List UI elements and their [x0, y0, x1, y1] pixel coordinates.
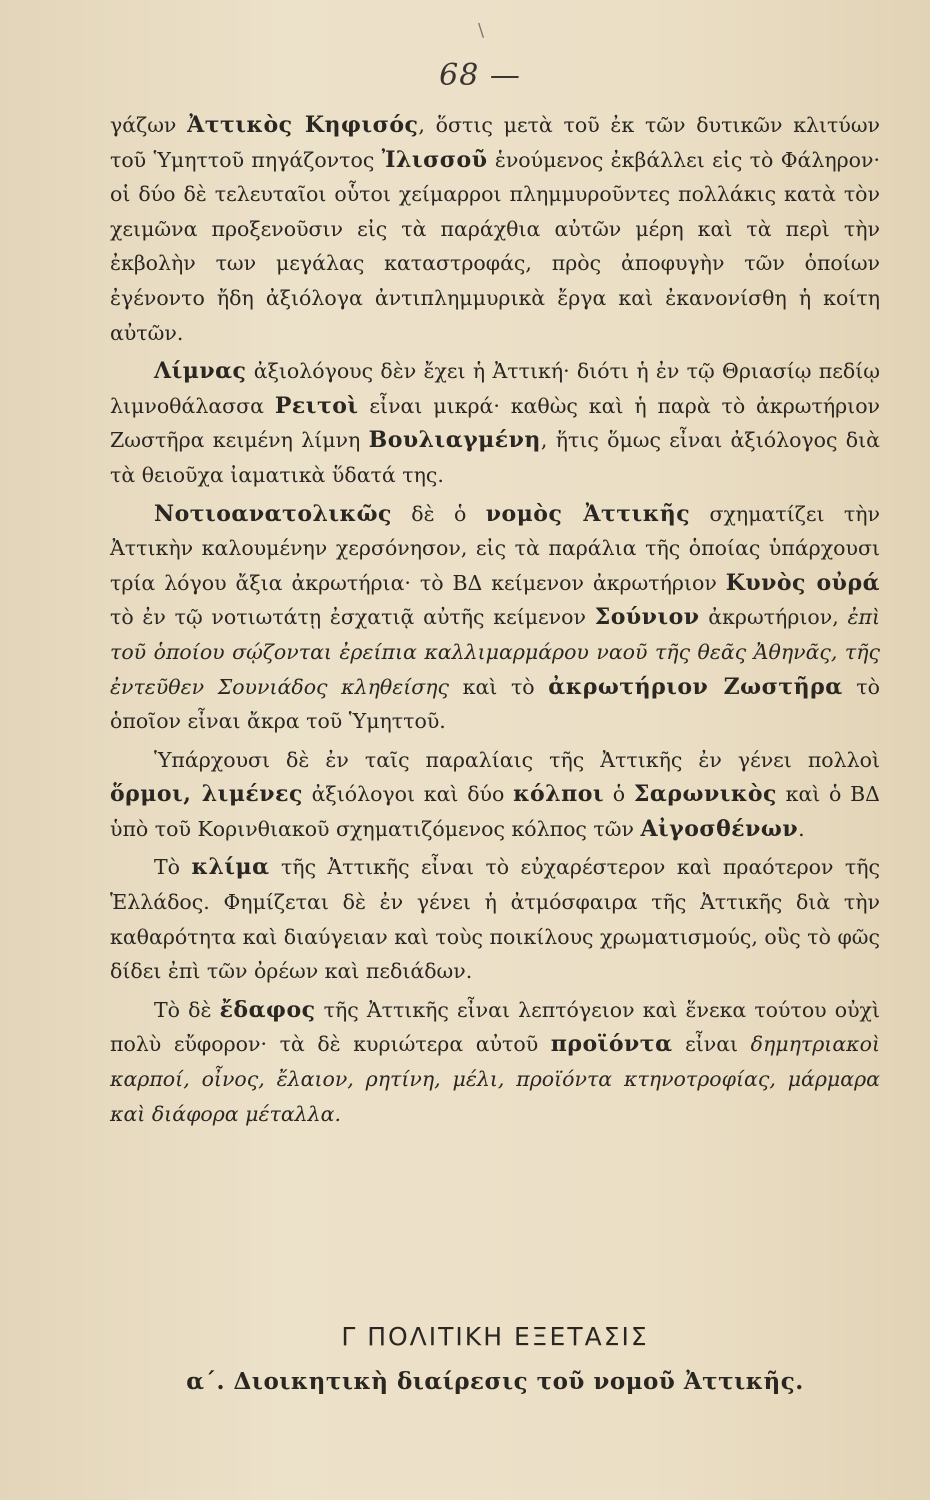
paragraph-capes — [110, 497, 880, 739]
text-run: ὁ — [604, 782, 634, 807]
paragraph-kifisos — [110, 108, 880, 350]
subheading: α΄. Διοικητικὴ διαίρεσις τοῦ νομοῦ Ἀττικῆς. — [186, 1368, 804, 1395]
keyword-southeast: Νοτιοανατολικῶς — [154, 500, 392, 527]
paragraph-lakes — [110, 354, 880, 492]
text-run: τὸ ὁποῖον εἶναι ἄκρα τοῦ Ὑμηττοῦ. — [110, 674, 880, 734]
keyword-vouliagmeni: Βουλιαγμένη — [368, 427, 541, 454]
text-run: Τὸ — [154, 855, 192, 880]
text-run: τῆς Ἀττικῆς εἶναι λεπτόγειον καὶ ἕνεκα τούτου οὐχὶ πολὺ εὔφορον· τὰ δὲ κυριώτερα αὐτοῦ — [110, 997, 880, 1057]
text-run: Ὑπάρχουσι δὲ ἐν ταῖς παραλίαις τῆς Ἀττικῆς ἐν γένει πολλοὶ — [154, 747, 880, 772]
keyword-attica-prefecture: νομὸς Ἀττικῆς — [485, 500, 691, 527]
text-run: ἀκρωτήριον, — [699, 605, 848, 630]
keyword-ilissos: Ἰλισσοῦ — [381, 146, 488, 173]
text-run: καὶ τὸ — [449, 674, 549, 699]
text-run: καὶ ὁ ΒΔ ὑπὸ τοῦ Κορινθιακοῦ σχηματιζόμενος κόλπος τῶν — [110, 782, 880, 841]
keyword-sounion: Σούνιον — [594, 604, 700, 631]
section-heading: Γ ΠΟΛΙΤΙΚΗ ΕΞΕΤΑΣΙΣ — [341, 1322, 649, 1351]
text-run: σχηματίζει τὴν Ἀττικὴν καλουμένην χερσόνησον, εἰς τὰ παράλια τῆς ὁποίας ὑπάρχουσι τρία λόγου ἄξια ἀκρωτήρια· τὸ ΒΔ κείμενον ἀκρωτήριον — [110, 501, 880, 595]
text-run: εἶναι μικρά· καθὼς καὶ ἡ παρὰ τὸ ἀκρωτήριον Ζωστῆρα κειμένη λίμνη — [110, 393, 880, 453]
keyword-zostir: ἀκρωτήριον Ζωστῆρα — [548, 673, 843, 700]
keyword-lakes: Λίμνας — [154, 358, 247, 385]
text-run: εἶναι — [672, 1032, 751, 1057]
italic-run: ἐπὶ τοῦ ὁποίου σῴζονται ἐρείπια καλλιμαρμάρου ναοῦ τῆς θεᾶς Ἀθηνᾶς, τῆς ἐντεῦθεν Σουνιάδος κληθείσης — [110, 605, 880, 699]
keyword-gulfs: κόλποι — [513, 781, 605, 808]
text-run: ἑνούμενος ἐκβάλλει εἰς τὸ Φάληρον· οἱ δύο δὲ τελευταῖοι οὗτοι χείμαρροι πλημμυροῦντες πολλάκις κατὰ τὸν χειμῶνα προξενοῦσιν εἰς τὰ παράχθια αὐτῶν μέρη καὶ τὰ περὶ τὴν ἐκβολὴν των μεγάλας καταστροφάς, πρὸς ἀποφυγὴν τῶν ὁποίων ἐγένοντο ἤδη ἀξιόλογα ἀντιπλημμυρικὰ ἔργα καὶ ἐκανονίσθη ἡ κοίτη αὐτῶν. — [110, 147, 880, 345]
italic-run: δημητριακοὶ καρποί, οἶνος, ἔλαιον, ρητίνη, μέλι, προϊόντα κτηνοτροφίας, μάρμαρα καὶ διάφορα μέταλλα. — [110, 1032, 880, 1126]
keyword-climate: κλίμα — [191, 854, 270, 881]
keyword-products: προϊόντα — [550, 1031, 673, 1058]
text-run: , ὅστις μετὰ τοῦ ἐκ τῶν δυτικῶν κλιτύων τοῦ Ὑμηττοῦ πηγάζοντος — [110, 113, 881, 172]
page-body — [110, 108, 880, 1135]
keyword-saronic: Σαρωνικὸς — [633, 781, 777, 808]
text-run: τὸ ἐν τῷ νοτιωτάτῃ ἐσχατιᾷ αὐτῆς κείμενον — [110, 605, 595, 630]
keyword-aigosthena: Αἰγοσθένων — [640, 815, 799, 842]
tick-mark: \ — [478, 20, 485, 41]
text-run: Τὸ δὲ — [154, 997, 220, 1022]
keyword-kynos-oura: Κυνὸς οὐρά — [725, 569, 880, 596]
text-run: ἀξιόλογοι καὶ δύο — [302, 782, 514, 807]
keyword-harbours: ὅρμοι, λιμένες — [110, 781, 303, 808]
text-run: γάζων — [110, 113, 188, 137]
text-run: τῆς Ἀττικῆς εἶναι τὸ εὐχαρέστερον καὶ πραότερον τῆς Ἑλλάδος. Φημίζεται δὲ ἐν γένει ἡ ἀτμόσφαιρα τῆς Ἀττικῆς διὰ τὴν καθαρότητα καὶ διαύγειαν καὶ τοὺς ποικίλους χρωματισμούς, οὓς τὸ φῶς δίδει ἐπὶ τῶν ὀρέων καὶ πεδιάδων. — [110, 855, 880, 984]
text-run: ἀξιολόγους δὲν ἔχει ἡ Ἀττική· διότι ἡ ἐν τῷ Θριασίῳ πεδίῳ λιμνοθάλασσα — [110, 359, 880, 418]
page-number: 68 — — [439, 58, 521, 93]
text-run: . — [798, 816, 805, 841]
text-run: δὲ ὁ — [391, 501, 486, 526]
paragraph-harbours — [110, 743, 880, 847]
keyword-soil: ἔδαφος — [219, 996, 316, 1023]
paragraph-soil — [110, 993, 880, 1131]
keyword-kifisos: Ἀττικὸς Κηφισός — [187, 112, 419, 138]
text-run: , ἥτις ὅμως εἶναι ἀξιόλογος διὰ τὰ θειοῦχα ἰαματικὰ ὕδατά της. — [110, 428, 880, 487]
keyword-reitoi: Ρειτοὶ — [274, 392, 359, 419]
paragraph-climate — [110, 850, 880, 988]
